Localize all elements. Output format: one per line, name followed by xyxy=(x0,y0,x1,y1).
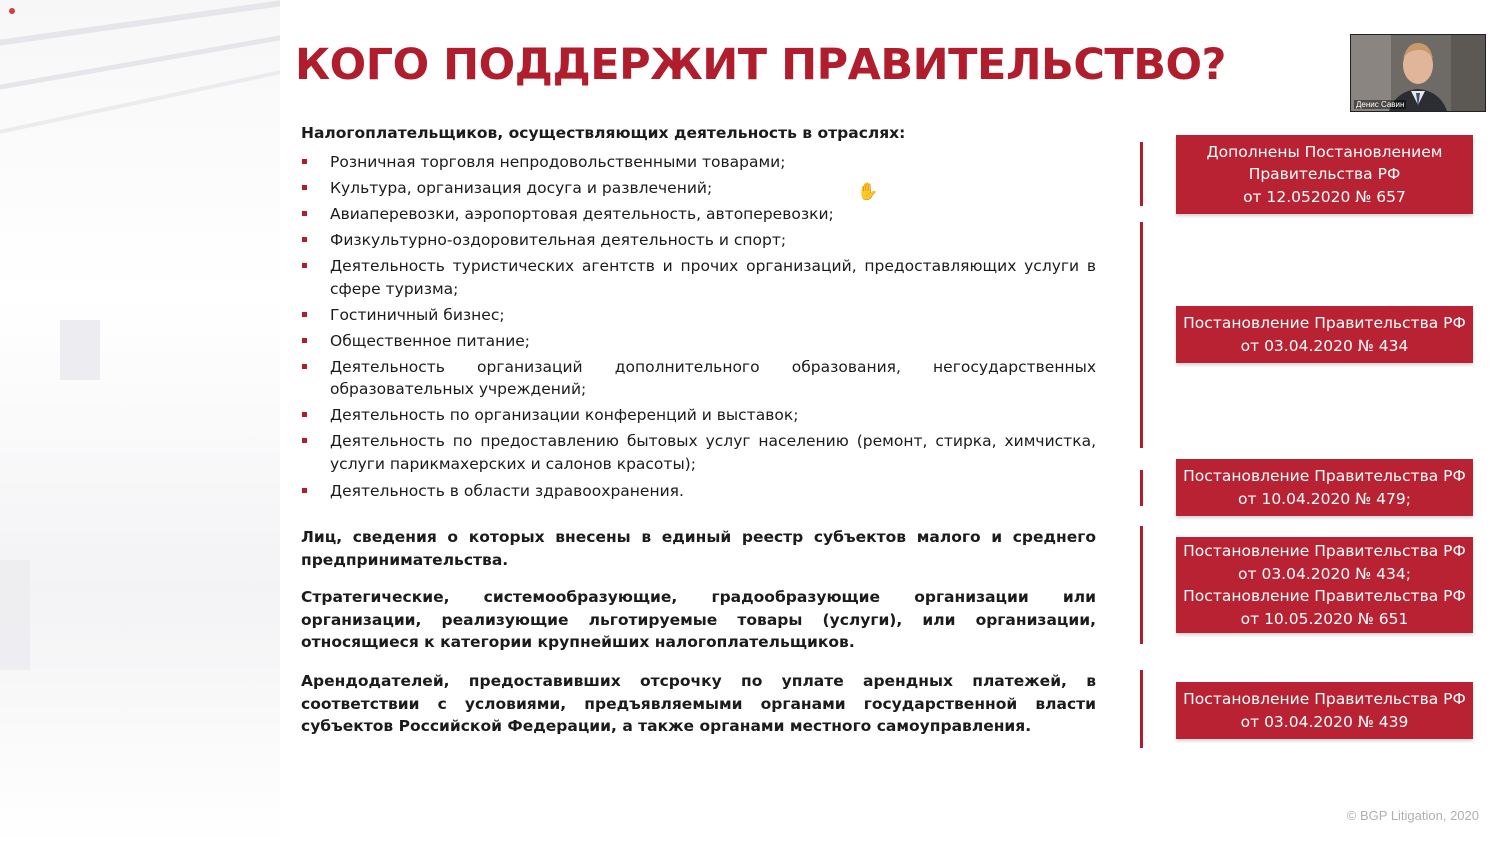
landlords-paragraph: Арендодателей, предоставивших отсрочку по уплате арендных платежей, в соответствии с условиями, предъявляемыми органами государственной власти субъектов Российской Федерации, а также органами местного самоуправления. xyxy=(301,672,1096,735)
bullet-icon xyxy=(302,312,307,317)
divider-line xyxy=(1140,670,1143,748)
divider-line xyxy=(1140,526,1143,644)
divider-line xyxy=(1140,222,1143,448)
list-item: Физкультурно-оздоровительная деятельность и спорт; xyxy=(301,229,1096,252)
divider-line xyxy=(1140,470,1143,506)
list-item: Деятельность организаций дополнительного образования, негосударственных образовательных учреждений; xyxy=(301,356,1096,401)
recording-indicator-icon xyxy=(9,8,15,14)
decree-box-439: Постановление Правительства РФ от 03.04.2020 № 439 xyxy=(1176,682,1473,739)
list-item: Деятельность по организации конференций и выставок; xyxy=(301,404,1096,427)
list-item: Деятельность в области здравоохранения. xyxy=(301,480,1096,503)
copyright-text: © BGP Litigation, 2020 xyxy=(1346,808,1479,823)
list-item: Деятельность по предоставлению бытовых услуг населению (ремонт, стирка, химчистка, услуги парикмахерских и салонов красоты); xyxy=(301,430,1096,475)
sme-paragraph: Лиц, сведения о которых внесены в единый реестр субъектов малого и среднего предпринимательства. xyxy=(301,528,1096,569)
list-item: Общественное питание; xyxy=(301,330,1096,353)
participant-name: Денис Савин xyxy=(1356,100,1405,109)
decree-box-434-651: Постановление Правительства РФ от 03.04.2020 № 434; Постановление Правительства РФ от 10.05.2020 № 651 xyxy=(1176,537,1473,633)
bullet-icon xyxy=(302,412,307,417)
industries-section xyxy=(301,122,1096,506)
participant-video[interactable] xyxy=(1350,34,1486,112)
page-title: КОГО ПОДДЕРЖИТ ПРАВИТЕЛЬСТВО? xyxy=(295,40,1226,90)
list-item: Розничная торговля непродовольственными товарами; xyxy=(301,151,1096,174)
divider-line xyxy=(1140,142,1143,206)
bullet-icon xyxy=(302,237,307,242)
hand-cursor-icon: ✋ xyxy=(857,182,879,202)
list-item: Культура, организация досуга и развлечений; xyxy=(301,177,1096,200)
decree-box-434: Постановление Правительства РФ от 03.04.2020 № 434 xyxy=(1176,306,1473,363)
bullet-icon xyxy=(302,185,307,190)
list-item: Гостиничный бизнес; xyxy=(301,304,1096,327)
list-item: Авиаперевозки, аэропортовая деятельность, автоперевозки; xyxy=(301,203,1096,226)
bullet-icon xyxy=(302,364,307,369)
industries-lead: Налогоплательщиков, осуществляющих деятельность в отраслях: xyxy=(301,124,906,142)
decree-box-479: Постановление Правительства РФ от 10.04.2020 № 479; xyxy=(1176,459,1473,516)
strategic-paragraph: Стратегические, системообразующие, градообразующие организации или организации, реализующие льготируемые товары (услуги), или организации, относящиеся к категории крупнейших налогоплательщиков. xyxy=(301,588,1096,651)
bullet-icon xyxy=(302,488,307,493)
industries-list xyxy=(301,151,1096,503)
background-image xyxy=(0,0,280,844)
list-item: Деятельность туристических агентств и прочих организаций, предоставляющих услуги в сфере туризма; xyxy=(301,255,1096,300)
bullet-icon xyxy=(302,338,307,343)
bullet-icon xyxy=(302,159,307,164)
bullet-icon xyxy=(302,211,307,216)
bullet-icon xyxy=(302,263,307,268)
bullet-icon xyxy=(302,438,307,443)
decree-box-657: Дополнены Постановлением Правительства РФ от 12.052020 № 657 xyxy=(1176,135,1473,214)
